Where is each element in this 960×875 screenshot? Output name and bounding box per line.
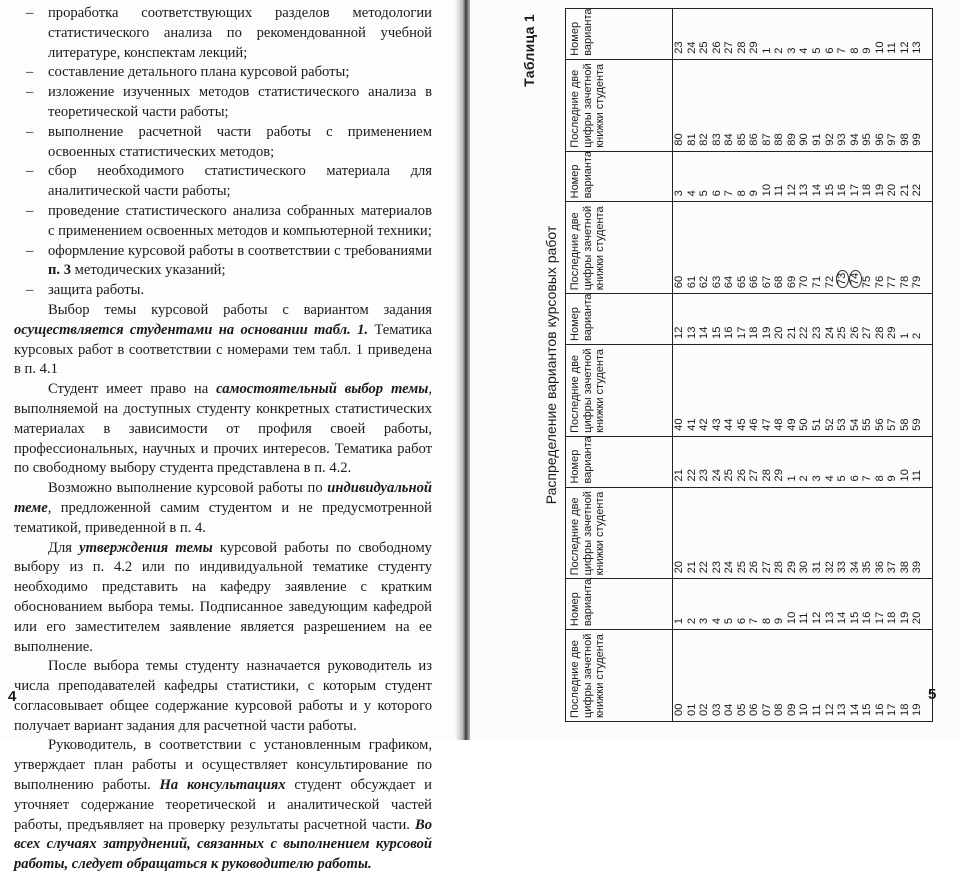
- last-digits-value: 34: [848, 560, 861, 574]
- variant-value: 5: [698, 190, 711, 197]
- variant-value: 10: [785, 611, 798, 625]
- last-digits-value: 22: [698, 560, 711, 574]
- last-digits-value: 09: [785, 703, 798, 716]
- last-digits-value: 80: [673, 133, 685, 146]
- variant-value: 1: [760, 47, 773, 54]
- last-digits-value: 69: [785, 275, 798, 289]
- list-item: – составление детального плана курсовой работы;: [26, 64, 350, 81]
- last-digits-value: 96: [873, 133, 886, 146]
- header-last-digits: Последние две цифры зачетной книжки студента: [566, 344, 673, 436]
- last-digits-value: 32: [823, 560, 836, 574]
- variant-value: 1: [785, 475, 798, 482]
- last-digits-value: 08: [773, 703, 786, 716]
- variant-value: 23: [673, 41, 685, 54]
- last-digits-value: 17: [886, 703, 899, 716]
- variant-value: 9: [861, 47, 874, 54]
- variant-value: 12: [898, 41, 911, 54]
- cell-variant-group-4: [673, 151, 933, 202]
- last-digits-value: 24: [723, 560, 736, 574]
- last-digits-value: 65: [735, 275, 748, 289]
- header-variant: Номер варианта: [566, 294, 673, 345]
- last-digits-value: 15: [861, 703, 874, 716]
- variant-value: 16: [861, 611, 874, 625]
- variant-value: 10: [873, 41, 886, 54]
- variant-value: 7: [861, 475, 874, 482]
- last-digits-value: 46: [748, 418, 761, 431]
- last-digits-value: 39: [911, 560, 924, 574]
- last-digits-value: 52: [823, 418, 836, 431]
- variant-value: 8: [873, 475, 886, 482]
- variant-value: 19: [873, 183, 886, 197]
- last-digits-value: 84: [723, 133, 736, 146]
- last-digits-value: 06: [748, 703, 761, 716]
- variant-value: 24: [710, 469, 723, 482]
- last-digits-value: 23: [710, 560, 723, 574]
- variant-value: 28: [873, 326, 886, 339]
- last-digits-value: 88: [773, 133, 786, 146]
- last-digits-value: 64: [723, 275, 736, 289]
- variant-value: 22: [798, 326, 811, 339]
- cell-variant-group-5: [673, 9, 933, 60]
- last-digits-value: 27: [760, 560, 773, 574]
- variant-value: 4: [798, 47, 811, 54]
- paragraph: Возможно выполнение курсовой работы по индивидуальной теме, предложенной самим студентом и не предусмотренной тематикой, приведенной в п. 4.: [14, 480, 432, 536]
- variant-value: 10: [898, 469, 911, 482]
- variant-value: 2: [685, 617, 698, 625]
- variant-value: 27: [861, 326, 874, 339]
- variant-value: 9: [773, 617, 786, 625]
- variant-value: 25: [698, 41, 711, 54]
- last-digits-value: 77: [886, 275, 899, 289]
- variant-value: 6: [823, 47, 836, 54]
- header-last-digits: Последние две цифры зачетной книжки студента: [566, 59, 673, 151]
- last-digits-value: 14: [848, 703, 861, 716]
- variant-value: 15: [823, 183, 836, 197]
- cell-last-digits-group-4: [673, 202, 933, 294]
- variant-value: 2: [773, 47, 786, 54]
- list-item: – защита работы.: [26, 282, 145, 299]
- variant-value: 25: [723, 469, 736, 482]
- variant-value: 5: [723, 617, 736, 625]
- variant-value: 18: [748, 326, 761, 339]
- last-digits-value: 07: [760, 703, 773, 716]
- cell-variant-group-3: [673, 294, 933, 345]
- last-digits-value: 37: [886, 560, 899, 574]
- last-digits-value: 71: [811, 275, 824, 289]
- page-number-right: 5: [928, 686, 937, 703]
- variant-value: 26: [735, 469, 748, 482]
- cell-variant-group-1: [673, 579, 933, 630]
- last-digits-value: 87: [760, 133, 773, 146]
- last-digits-value: 40: [673, 418, 685, 431]
- last-digits-value: 19: [911, 703, 924, 716]
- last-digits-value: 03: [710, 703, 723, 716]
- last-digits-value: 58: [898, 418, 911, 431]
- list-item: – проведение статистического анализа собранных материалов с применением освоенных методов и компьютерной техники;: [26, 202, 432, 239]
- variants-table: [565, 8, 933, 722]
- table-title: Распределение вариантов курсовых работ: [543, 225, 559, 505]
- last-digits-value: 95: [861, 133, 874, 146]
- last-digits-value: 83: [710, 133, 723, 146]
- last-digits-value: 97: [886, 133, 899, 146]
- variant-value: 15: [710, 326, 723, 339]
- cell-last-digits-group-1: [673, 630, 933, 722]
- variant-value: 4: [710, 617, 723, 625]
- variant-value: 23: [811, 326, 824, 339]
- last-digits-value: 11: [811, 704, 824, 716]
- variant-value: 2: [911, 332, 924, 339]
- cell-last-digits-group-3: [673, 344, 933, 436]
- last-digits-value: 41: [685, 418, 698, 431]
- last-digits-value: 93: [836, 133, 849, 146]
- list-item: – проработка соответствующих разделов методологии статистического анализа по рекомендованной учебной литературе, конспектам лекций;: [26, 5, 432, 61]
- variant-value: 14: [698, 326, 711, 339]
- variant-value: 13: [911, 41, 924, 54]
- last-digits-value: 51: [811, 418, 824, 431]
- last-digits-value: 00: [673, 703, 685, 716]
- last-digits-value: 76: [873, 275, 886, 289]
- variant-value: 6: [735, 617, 748, 625]
- variant-value: 3: [811, 475, 824, 482]
- last-digits-value: 60: [673, 275, 685, 289]
- last-digits-value: 43: [710, 418, 723, 431]
- variant-value: 24: [823, 326, 836, 339]
- paragraph: Студент имеет право на самостоятельный выбор темы, выполняемой на доступных студенту конкретных статистических материалах в зависимости от профиля своей работы, профессиональных, научных и прочих интересов. Тематика работ по свободному выбору студента представлена в п. 4.2.: [14, 381, 433, 477]
- header-variant: Номер варианта: [566, 436, 673, 487]
- last-digits-value: 98: [898, 133, 911, 146]
- variant-value: 21: [898, 183, 911, 197]
- paragraph: Для утверждения темы курсовой работы по свободному выбору из п. 4.2 или по индивидуальной тематике студенту необходимо представить на кафедру заявление с кратким обоснованием выбора темы. Подписанное заведующим кафедрой или его заместителем заявление является разрешением на ее выполнение.: [14, 539, 432, 655]
- cell-last-digits-group-5: [673, 59, 933, 151]
- last-digits-value: 94: [848, 133, 861, 146]
- variant-value: 15: [848, 611, 861, 625]
- last-digits-value: 86: [748, 133, 761, 146]
- last-digits-value: 01: [685, 703, 698, 716]
- rotated-table-area: [519, 4, 937, 726]
- last-digits-value: 48: [773, 418, 786, 431]
- variant-value: 13: [685, 326, 698, 339]
- variant-value: 26: [848, 326, 861, 339]
- variant-value: 21: [673, 469, 685, 482]
- last-digits-value: 55: [861, 418, 874, 431]
- header-variant: Номер варианта: [566, 579, 673, 630]
- last-digits-value: 53: [836, 418, 849, 431]
- variant-value: 6: [710, 190, 723, 197]
- variant-value: 3: [673, 190, 685, 197]
- last-digits-value: 26: [748, 560, 761, 574]
- last-digits-value: 78: [898, 275, 911, 289]
- last-digits-value: 56: [873, 418, 886, 431]
- last-digits-value: 89: [785, 133, 798, 146]
- last-digits-value: 72: [823, 275, 836, 289]
- last-digits-value: 44: [723, 418, 736, 431]
- variant-value: 29: [748, 41, 761, 54]
- list-item: – оформление курсовой работы в соответствии с требованиями п. 3 методических указаний;: [26, 242, 432, 279]
- last-digits-value: 29: [785, 560, 798, 574]
- variant-value: 16: [836, 183, 849, 197]
- last-digits-value: 62: [698, 275, 711, 289]
- last-digits-value: 50: [798, 418, 811, 431]
- variant-value: 13: [798, 183, 811, 197]
- variant-value: 13: [823, 611, 836, 625]
- table-body-row: [673, 9, 933, 722]
- last-digits-value: 92: [823, 133, 836, 146]
- page-number-left: 4: [8, 688, 17, 705]
- variant-value: 22: [685, 469, 698, 482]
- last-digits-value: 21: [685, 560, 698, 574]
- variant-value: 17: [873, 611, 886, 625]
- variant-value: 19: [760, 326, 773, 339]
- paragraph: После выбора темы студенту назначается руководитель из числа преподавателей кафедры статистики, с которым студент согласовывает общее содержание курсовой работы и у которого получает вариант задания для расчетной части работы.: [14, 658, 432, 734]
- last-digits-value: 59: [911, 418, 924, 431]
- header-last-digits: Последние две цифры зачетной книжки студента: [566, 202, 673, 294]
- last-digits-value: 90: [798, 133, 811, 146]
- variant-value: 5: [811, 47, 824, 54]
- last-digits-value: 54: [848, 418, 861, 431]
- variant-value: 12: [811, 611, 824, 625]
- last-digits-value: 99: [911, 133, 924, 146]
- variant-value: 11: [773, 184, 786, 197]
- variant-value: 28: [760, 469, 773, 482]
- last-digits-value: 33: [836, 560, 849, 574]
- last-digits-value: 05: [735, 703, 748, 716]
- paragraph: Руководитель, в соответствии с установленным графиком, утверждает план работы и осуществляет консультирование по выполнению работы. На консультациях студент обсуждает и уточняет содержание теоретической и аналитической частей работы, предъявляет на проверку результаты расчетной части. Во всех случаях затруднений, связанных с выполнением курсовой работы, следует обращаться к руководителю работы.: [14, 737, 432, 873]
- variant-value: 11: [798, 612, 811, 625]
- header-variant: Номер варианта: [566, 9, 673, 60]
- variant-value: 14: [811, 183, 824, 197]
- variant-value: 7: [836, 47, 849, 54]
- last-digits-value: 12: [823, 703, 836, 716]
- variant-value: 10: [760, 183, 773, 197]
- variant-value: 17: [735, 326, 748, 339]
- cell-last-digits-group-2: [673, 487, 933, 579]
- cell-variant-group-2: [673, 436, 933, 487]
- last-digits-value: 47: [760, 418, 773, 431]
- variant-value: 28: [735, 41, 748, 54]
- variant-value: 11: [911, 469, 924, 482]
- last-digits-value: 10: [798, 703, 811, 716]
- variant-value: 29: [886, 326, 899, 339]
- last-digits-value: 04: [723, 703, 736, 716]
- variant-value: 14: [836, 611, 849, 625]
- variant-value: 8: [735, 190, 748, 197]
- last-digits-value: 45: [735, 418, 748, 431]
- variant-value: 7: [748, 617, 761, 625]
- last-digits-value: 82: [698, 133, 711, 146]
- variant-value: 23: [698, 469, 711, 482]
- header-last-digits: Последние две цифры зачетной книжки студента: [566, 487, 673, 579]
- paragraph: Выбор темы курсовой работы с вариантом задания осуществляется студентами на основании табл. 1. Тематика курсовых работ в соответствии с номерами тем табл. 1 приведена в п. 4.1: [14, 301, 432, 378]
- last-digits-value: 73: [836, 202, 849, 288]
- last-digits-value: 42: [698, 418, 711, 431]
- variant-value: 7: [723, 190, 736, 197]
- last-digits-value: 35: [861, 560, 874, 574]
- last-digits-value: 31: [811, 560, 824, 574]
- last-digits-value: 75: [861, 275, 874, 289]
- variant-value: 21: [785, 326, 798, 339]
- last-digits-value: 20: [673, 560, 685, 574]
- last-digits-value: 67: [760, 275, 773, 289]
- last-digits-value: 66: [748, 275, 761, 289]
- last-digits-value: 81: [685, 133, 698, 146]
- variant-value: 27: [723, 41, 736, 54]
- last-digits-value: 49: [785, 418, 798, 431]
- header-variant: Номер варианта: [566, 151, 673, 202]
- variant-value: 5: [836, 475, 849, 482]
- last-digits-value: 36: [873, 560, 886, 574]
- last-digits-value: 02: [698, 703, 711, 716]
- variant-value: 4: [685, 190, 698, 197]
- last-digits-value: 25: [735, 560, 748, 574]
- last-digits-value: 85: [735, 133, 748, 146]
- last-digits-value: 30: [798, 560, 811, 574]
- variant-value: 16: [723, 326, 736, 339]
- left-page-text: [14, 4, 432, 875]
- last-digits-value: 57: [886, 418, 899, 431]
- variant-value: 20: [886, 183, 899, 197]
- variant-value: 12: [673, 326, 685, 339]
- variant-value: 3: [785, 47, 798, 54]
- last-digits-value: 63: [710, 275, 723, 289]
- last-digits-value: 79: [911, 275, 924, 289]
- table-label: Таблица 1: [521, 14, 537, 87]
- last-digits-value: 18: [898, 703, 911, 716]
- list-item: – сбор необходимого статистического материала для аналитической части работы;: [26, 163, 432, 200]
- list-item: – изложение изученных методов статистического анализа в теоретической части работы;: [26, 84, 432, 120]
- last-digits-value: 74: [849, 202, 862, 288]
- variant-value: 18: [861, 183, 874, 197]
- last-digits-value: 91: [811, 133, 824, 146]
- variant-value: 20: [911, 611, 924, 625]
- table-header-row: [566, 9, 673, 722]
- variant-value: 27: [748, 469, 761, 482]
- variant-value: 3: [698, 617, 711, 625]
- variant-value: 24: [685, 41, 698, 54]
- variant-value: 17: [848, 183, 861, 197]
- list-item: – выполнение расчетной части работы с применением освоенных статистических методов;: [26, 123, 432, 160]
- variant-value: 8: [848, 47, 861, 54]
- left-page: [0, 0, 462, 873]
- last-digits-value: 68: [773, 275, 786, 289]
- variant-value: 4: [823, 475, 836, 482]
- variant-value: 18: [886, 611, 899, 625]
- last-digits-value: 38: [898, 560, 911, 574]
- last-digits-value: 28: [773, 560, 786, 574]
- last-digits-value: 61: [685, 275, 698, 289]
- variant-value: 20: [773, 326, 786, 339]
- last-digits-value: 13: [836, 703, 849, 716]
- variant-value: 6: [848, 475, 861, 482]
- variant-value: 25: [836, 326, 849, 339]
- variant-value: 8: [760, 617, 773, 625]
- variant-value: 19: [898, 611, 911, 625]
- variant-value: 29: [773, 469, 786, 482]
- variant-value: 1: [898, 332, 911, 339]
- variant-value: 26: [710, 41, 723, 54]
- variant-value: 2: [798, 475, 811, 482]
- header-last-digits: Последние две цифры зачетной книжки студента: [566, 630, 673, 722]
- variant-value: 9: [886, 475, 899, 482]
- variant-value: 9: [748, 190, 761, 197]
- variant-value: 12: [785, 183, 798, 197]
- last-digits-value: 70: [798, 275, 811, 289]
- variant-value: 22: [911, 183, 924, 197]
- variant-value: 1: [673, 617, 685, 625]
- variant-value: 11: [886, 42, 899, 54]
- last-digits-value: 16: [873, 703, 886, 716]
